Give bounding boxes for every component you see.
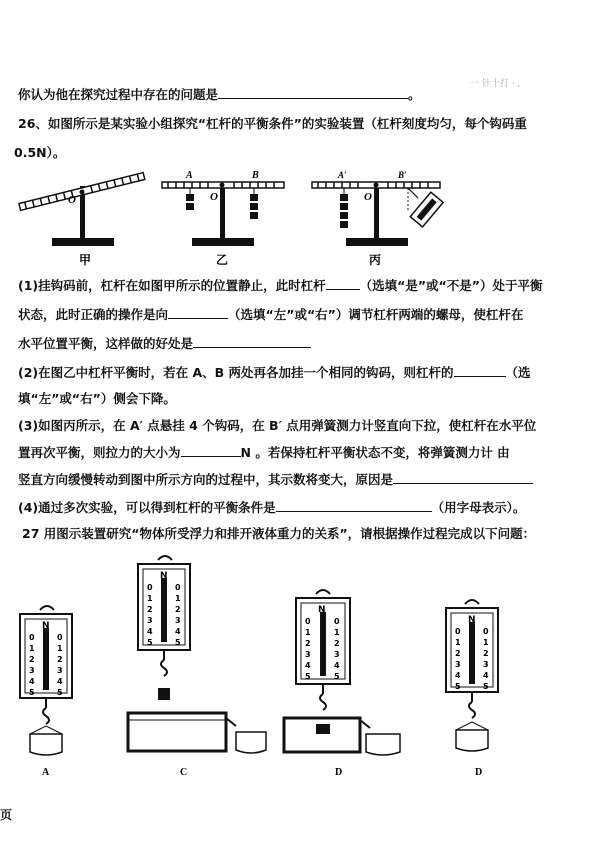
q26-title-cont: 0.5N）。 bbox=[14, 145, 66, 160]
text: (4)通过多次实验，可以得到杠杆的平衡条件是 bbox=[18, 500, 276, 515]
tilted-spring-scale bbox=[410, 192, 443, 227]
caption-a: A bbox=[42, 767, 50, 778]
scale-number-right: 4 bbox=[483, 671, 489, 680]
q26-part1-line1 bbox=[18, 277, 543, 294]
q26-part2-line1 bbox=[18, 364, 531, 381]
scale-number-left: 2 bbox=[305, 639, 311, 648]
text: （用字母表示）。 bbox=[431, 500, 526, 515]
q26-part3-line2 bbox=[18, 444, 510, 461]
scale-number-left: 3 bbox=[305, 650, 311, 659]
scale-number-right: 5 bbox=[175, 638, 181, 647]
text: (1)挂钩码前，杠杆在如图甲所示的位置静止，此时杠杆 bbox=[18, 278, 326, 293]
scale-number-left: 0 bbox=[455, 627, 461, 636]
scale-number-right: 0 bbox=[57, 633, 63, 642]
scan-noise: 一 针十打 · , bbox=[470, 79, 521, 89]
point-b-prime-label: B′ bbox=[398, 170, 407, 180]
lever-fig-jia bbox=[19, 173, 145, 267]
prev-question-text: 你认为他在探究过程中存在的问题是 bbox=[18, 87, 219, 102]
q26-part3-line1: (3)如图丙所示，在 A′ 点悬挂 4 个钩码，在 B′ 点用弹簧测力计竖直向下拉，使杠杆在水平位 bbox=[18, 418, 537, 433]
page-corner-text: 页 bbox=[0, 808, 13, 822]
text: 水平位置平衡，这样做的好处是 bbox=[18, 336, 194, 351]
q26-title: 26、如图所示是某实验小组探究“杠杆的平衡条件”的实验装置（杠杆刻度均匀，每个钩码重 bbox=[18, 116, 527, 131]
newton-label: N bbox=[468, 615, 476, 625]
answer-blank[interactable] bbox=[218, 86, 408, 99]
caption-d: D bbox=[475, 767, 483, 778]
submerged-object bbox=[316, 724, 330, 734]
newton-label: N bbox=[42, 621, 50, 631]
scale-number-right: 3 bbox=[334, 650, 340, 659]
scale-fig-b bbox=[128, 556, 266, 778]
scale-number-left: 0 bbox=[305, 617, 311, 626]
scale-number-right: 3 bbox=[483, 660, 489, 669]
scale-number-right: 3 bbox=[175, 616, 181, 625]
scale-number-right: 2 bbox=[334, 639, 340, 648]
scale-number-left: 2 bbox=[147, 605, 153, 614]
scale-fig-a bbox=[20, 606, 72, 778]
newton-label: N bbox=[318, 605, 326, 615]
q26-part1-line3 bbox=[18, 335, 311, 352]
scale-number-left: 4 bbox=[147, 627, 153, 636]
scale-fig-c bbox=[284, 590, 400, 778]
pivot-label: O bbox=[364, 191, 372, 203]
text: 状态，此时正确的操作是向 bbox=[18, 307, 169, 322]
text-line-prev-question bbox=[18, 86, 421, 103]
text: (2)在图乙中杠杆平衡时，若在 A、B 两处再各加挂一个相同的钩码，则杠杆的 bbox=[18, 365, 454, 380]
overflow-tank bbox=[284, 718, 360, 752]
scale-number-right: 5 bbox=[483, 682, 489, 691]
point-b-label: B bbox=[252, 170, 259, 181]
spring-scale-figures bbox=[0, 548, 599, 788]
answer-blank-4[interactable] bbox=[454, 364, 506, 377]
scale-number-right: 5 bbox=[334, 672, 340, 681]
scale-number-right: 1 bbox=[175, 594, 181, 603]
scale-number-right: 2 bbox=[483, 649, 489, 658]
scale-number-left: 5 bbox=[305, 672, 311, 681]
period: 。 bbox=[408, 87, 421, 102]
text: 置再次平衡，则拉力的大小为 bbox=[18, 445, 181, 460]
scale-number-right: 0 bbox=[175, 583, 181, 592]
scale-number-right: 2 bbox=[57, 655, 63, 664]
text: （选填“是”或“不是”）处于平衡 bbox=[359, 278, 543, 293]
scale-number-right: 1 bbox=[483, 638, 489, 647]
scale-number-left: 4 bbox=[29, 677, 35, 686]
scale-number-right: 2 bbox=[175, 605, 181, 614]
scale-number-left: 4 bbox=[305, 661, 311, 670]
q26-part3-line3 bbox=[18, 471, 533, 488]
pivot-point bbox=[80, 190, 85, 195]
q26-part2-line2: 填“左”或“右”）侧会下降。 bbox=[18, 391, 176, 406]
scale-number-left: 1 bbox=[305, 628, 311, 637]
lever-fig-bing bbox=[312, 170, 443, 267]
scale-number-right: 4 bbox=[57, 677, 63, 686]
answer-blank-7[interactable] bbox=[276, 499, 432, 512]
lever-figures bbox=[14, 168, 584, 270]
scale-fig-d bbox=[446, 600, 498, 778]
scale-number-right: 4 bbox=[334, 661, 340, 670]
text: （选填“左”或“右”）调节杠杆两端的螺母，使杠杆在 bbox=[228, 307, 524, 322]
scale-number-right: 3 bbox=[57, 666, 63, 675]
newton-label: N bbox=[160, 571, 168, 581]
scale-number-left: 2 bbox=[29, 655, 35, 664]
text: 竖直方向缓慢转动到图中所示方向的过程中，其示数将变大，原因是 bbox=[18, 472, 394, 487]
scale-number-left: 3 bbox=[455, 660, 461, 669]
scale-number-right: 1 bbox=[334, 628, 340, 637]
scale-number-left: 1 bbox=[147, 594, 153, 603]
answer-blank-2[interactable] bbox=[168, 306, 228, 319]
scale-number-right: 0 bbox=[483, 627, 489, 636]
caption-bing: 丙 bbox=[369, 253, 382, 267]
caption-c: D bbox=[335, 767, 343, 778]
pivot-label: O bbox=[210, 191, 218, 203]
scale-number-left: 0 bbox=[147, 583, 153, 592]
answer-blank-1[interactable] bbox=[326, 277, 360, 290]
answer-blank-6[interactable] bbox=[393, 471, 533, 484]
scale-number-left: 1 bbox=[455, 638, 461, 647]
scale-number-left: 5 bbox=[29, 688, 35, 697]
answer-blank-5[interactable] bbox=[181, 444, 241, 457]
object-block bbox=[158, 688, 170, 700]
scale-number-right: 0 bbox=[334, 617, 340, 626]
scale-number-right: 4 bbox=[175, 627, 181, 636]
caption-yi: 乙 bbox=[216, 253, 229, 267]
q26-part1-line2 bbox=[18, 306, 523, 323]
point-a-prime-label: A′ bbox=[338, 170, 347, 180]
caption-b: C bbox=[180, 767, 188, 778]
scale-number-left: 5 bbox=[455, 682, 461, 691]
caption-jia: 甲 bbox=[79, 253, 92, 267]
scale-number-left: 2 bbox=[455, 649, 461, 658]
pivot-label: O bbox=[68, 194, 76, 206]
scale-number-left: 3 bbox=[29, 666, 35, 675]
scale-number-left: 4 bbox=[455, 671, 461, 680]
scale-number-right: 5 bbox=[57, 688, 63, 697]
point-a-label: A bbox=[186, 170, 193, 181]
q27-title: 27 用图示装置研究“物体所受浮力和排开液体重力的关系”，请根据操作过程完成以下问题： bbox=[22, 526, 536, 541]
scale-number-left: 0 bbox=[29, 633, 35, 642]
scale-number-left: 1 bbox=[29, 644, 35, 653]
scale-number-right: 1 bbox=[57, 644, 63, 653]
scale-number-left: 5 bbox=[147, 638, 153, 647]
text: （选 bbox=[505, 365, 531, 380]
overflow-tank bbox=[128, 713, 226, 751]
scale-number-left: 3 bbox=[147, 616, 153, 625]
q26-part4-line bbox=[18, 499, 525, 516]
lever-fig-yi bbox=[162, 170, 284, 267]
answer-blank-3[interactable] bbox=[193, 335, 311, 348]
text: N 。若保持杠杆平衡状态不变，将弹簧测力计 由 bbox=[240, 445, 510, 460]
